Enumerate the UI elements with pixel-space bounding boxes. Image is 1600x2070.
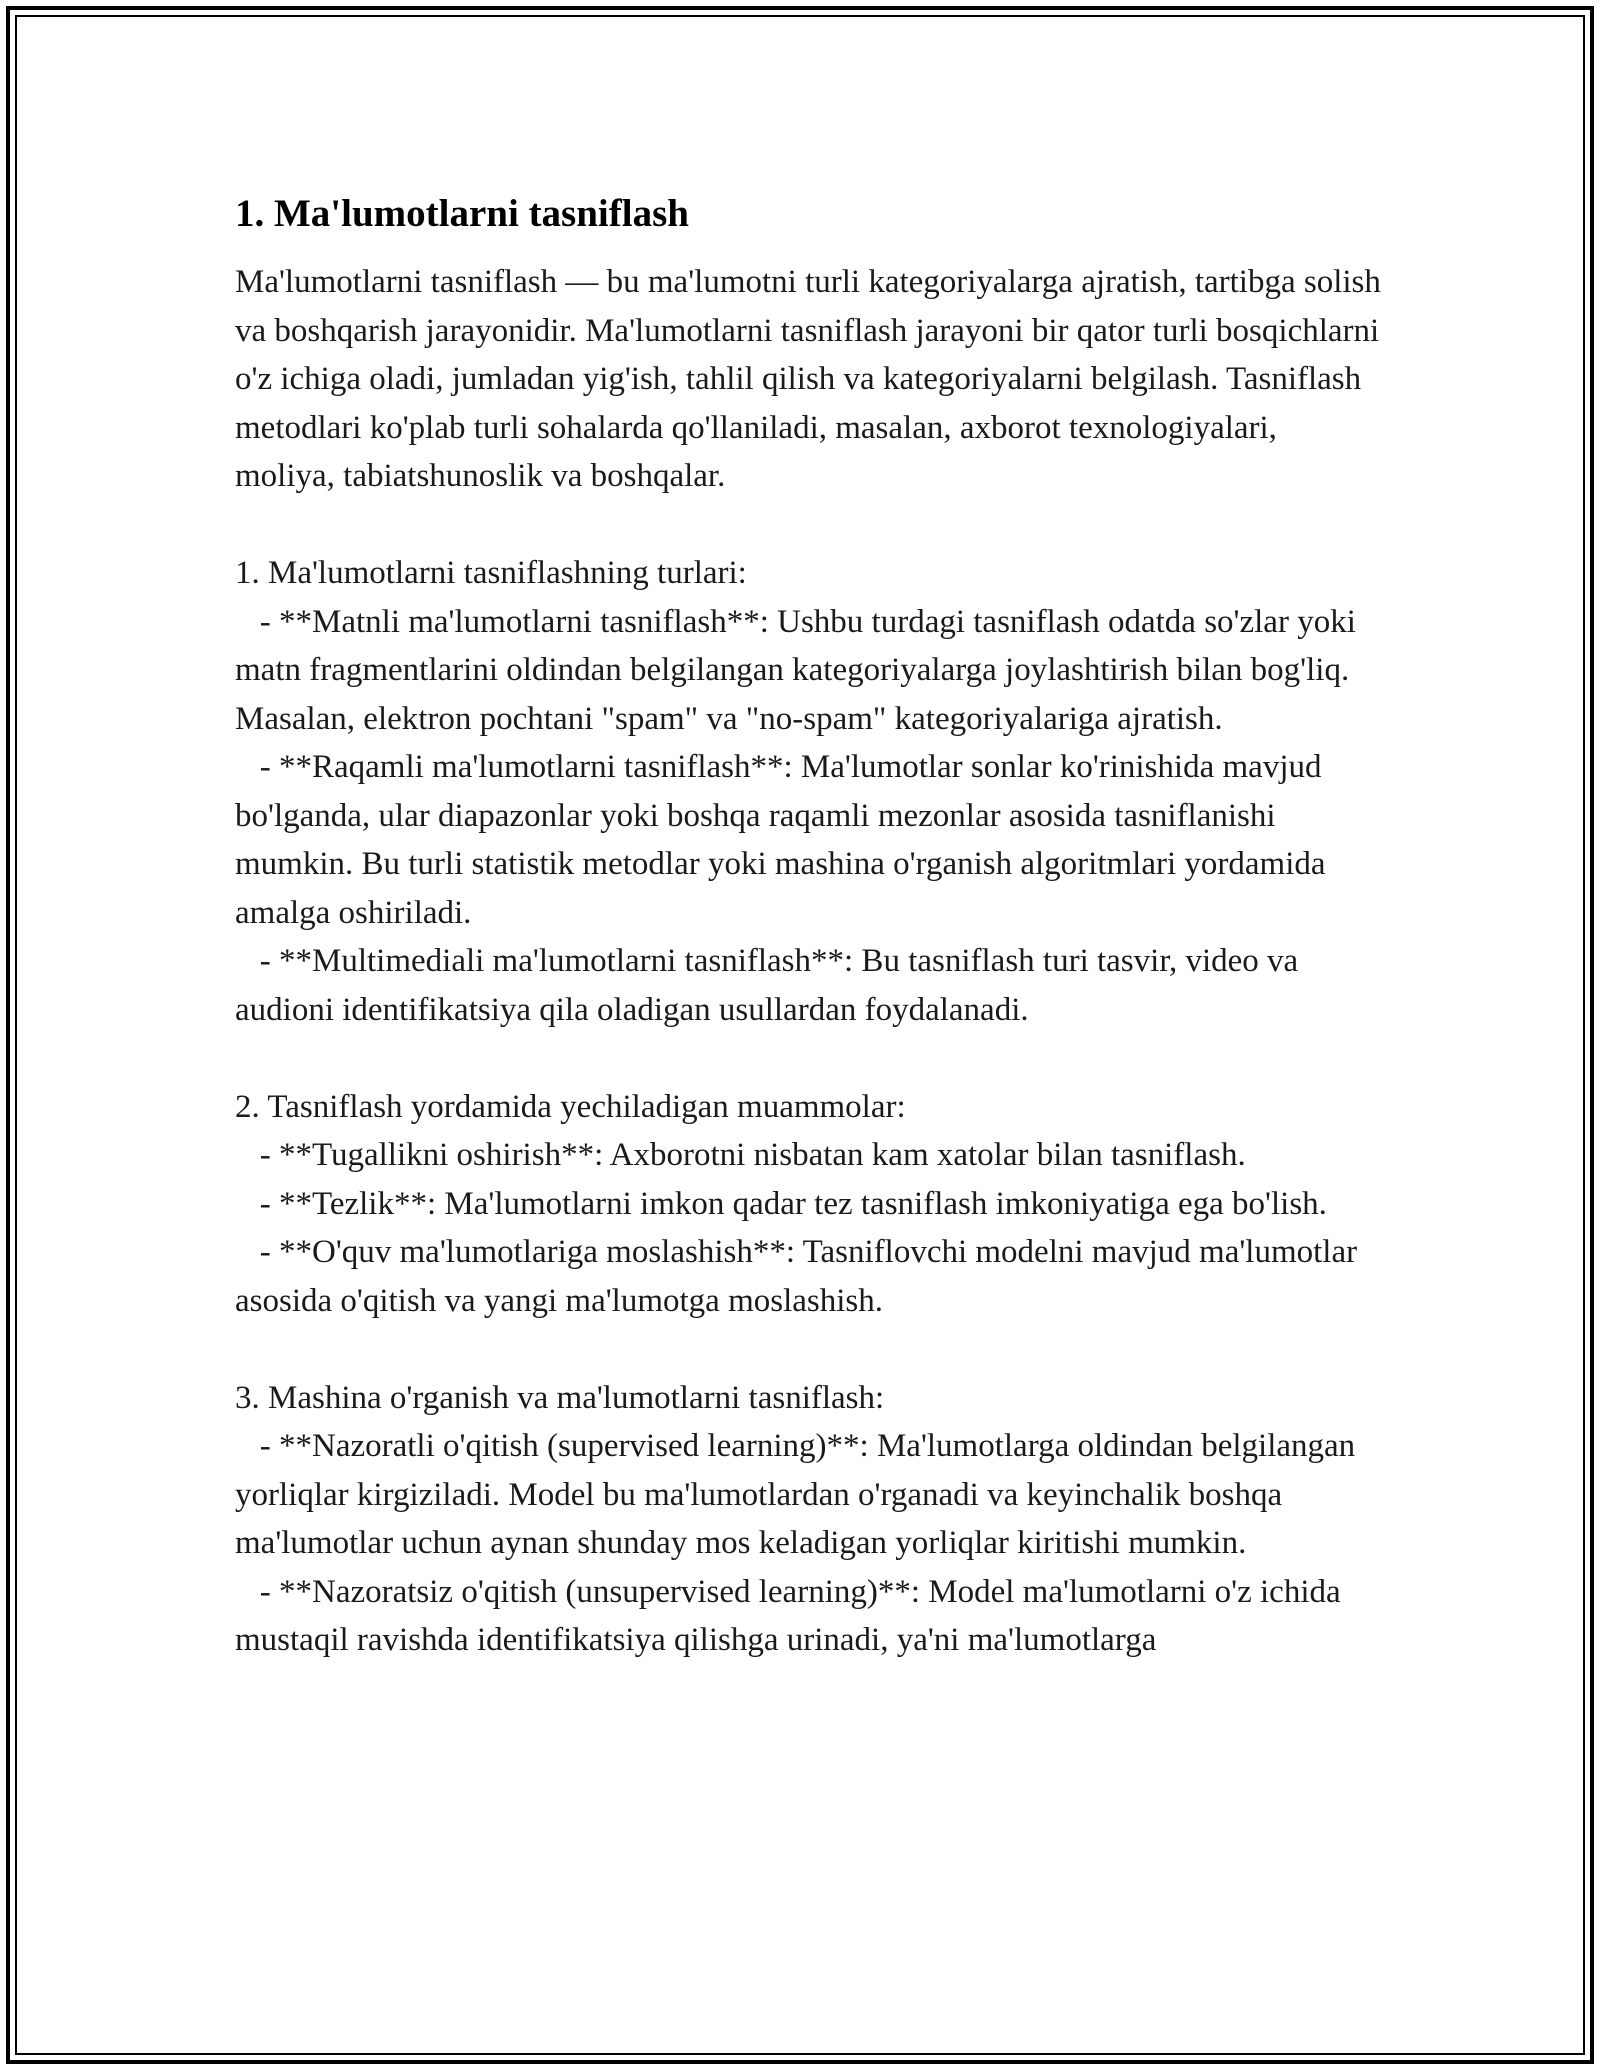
list-item: - **Tezlik**: Ma'lumotlarni imkon qadar tez tasniflash imkoniyatiga ega bo'lish. [235,1185,1327,1222]
section-title: 1. Ma'lumotlarni tasniflashning turlari: [235,555,747,591]
list-item: - **Multimediali ma'lumotlarni tasniflash**: Bu tasniflash turi tasvir, video va audioni identifikatsiya qila oladigan usullardan foydalanadi. [235,943,1307,1028]
paragraph-spacer [235,1325,1385,1374]
list-item: - **Nazoratli o'qitish (supervised learning)**: Ma'lumotlarga oldindan belgilangan yorliqlar kirgiziladi. Model bu ma'lumotlardan o'rganadi va keyinchalik boshqa ma'lumotlar uchun aynan shunday mos keladigan yorliqlar kiritishi mumkin. [235,1428,1364,1561]
list-item: - **O'quv ma'lumotlariga moslashish**: Tasniflovchi modelni mavjud ma'lumotlar asosida o'qitish va yangi ma'lumotga moslashish. [235,1234,1366,1319]
paragraph-spacer [235,1034,1385,1083]
section-title: 2. Tasniflash yordamida yechiladigan muammolar: [235,1088,906,1125]
list-item: - **Raqamli ma'lumotlarni tasniflash**: Ma'lumotlar sonlar ko'rinishida mavjud bo'lganda, ular diapazonlar yoki boshqa raqamli mezonlar asosida tasniflanishi mumkin. Bu turli statistik metodlar yoki mashina o'rganish algoritmlari yordamida amalga oshiriladi. [235,749,1334,931]
intro-paragraph: Ma'lumotlarni tasniflash — bu ma'lumotni turli kategoriyalarga ajratish, tartibga solish va boshqarish jarayonidir. Ma'lumotlarni tasniflash jarayoni bir qator turli bosqichlarni o'z ichiga oladi, jumladan yig'ish, tahlil qilish va kategoriyalarni belgilash. Tasniflash metodlari ko'plab turli sohalarda qo'llaniladi, masalan, axborot texnologiyalari, moliya, tabiatshunoslik va boshqalar. [235,264,1390,494]
section-types [235,549,1385,1034]
section-problems [235,1083,1385,1326]
list-item: - **Nazoratsiz o'qitish (unsupervised learning)**: Model ma'lumotlarni o'z ichida mustaqil ravishda identifikatsiya qilishga urinadi, ya'ni ma'lumotlarga [235,1573,1349,1658]
document-body [235,186,1390,1665]
section-machine-learning [235,1374,1385,1665]
list-item: - **Matnli ma'lumotlarni tasniflash**: Ushbu turdagi tasniflash odatda so'zlar yoki matn fragmentlarini oldindan belgilangan kategoriyalarga joylashtirish bilan bog'liq. Masalan, elektron pochtani "spam" va "no-spam" kategoriyalariga ajratish. [235,603,1365,737]
document-heading: 1. Ma'lumotlarni tasniflash [235,192,689,235]
paragraph-spacer [235,501,1385,550]
list-item: - **Tugallikni oshirish**: Axborotni nisbatan kam xatolar bilan tasniflash. [235,1137,1246,1173]
section-title: 3. Mashina o'rganish va ma'lumotlarni tasniflash: [235,1379,885,1416]
